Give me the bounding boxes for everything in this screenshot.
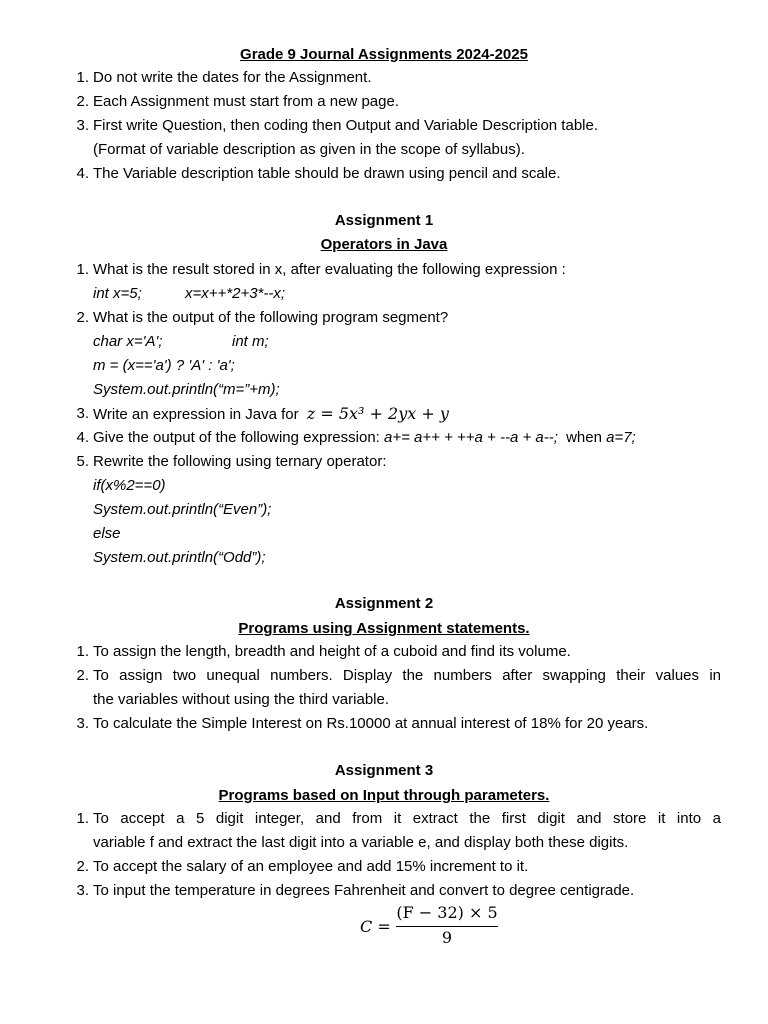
formula-numerator: (F − 32) × 5 — [396, 903, 498, 922]
code-line: char x='A'; — [93, 333, 163, 350]
question-text: To accept the salary of an employee and add 15% increment to it. — [93, 858, 529, 875]
rule-item: Each Assignment must start from a new page. — [93, 93, 399, 110]
question-text: Rewrite the following using ternary operator: — [93, 453, 387, 470]
list-number: 4. — [76, 165, 89, 182]
question-text-continuation: the variables without using the third variable. — [93, 691, 390, 708]
list-number: 1. — [76, 69, 89, 86]
question-text-part: when — [566, 429, 602, 446]
expression: a+= a++ + ++a + --a + a--; — [384, 429, 558, 446]
assignment-1-subheading: Operators in Java — [320, 236, 448, 253]
list-number: 2. — [76, 667, 89, 684]
question-text: To accept a 5 digit integer, and from it extract the first digit and store it into a — [93, 810, 721, 827]
question-text: What is the output of the following program segment? — [93, 309, 449, 326]
rule-item-continuation: (Format of variable description as given in the scope of syllabus). — [93, 141, 525, 158]
assignment-3-heading: Assignment 3 — [334, 762, 434, 779]
question-text — [93, 428, 636, 448]
question-text: To assign the length, breadth and height of a cuboid and find its volume. — [93, 643, 571, 660]
code-line: int x=5; — [93, 285, 142, 302]
question-text-part: Give the output of the following expression: — [93, 429, 380, 446]
list-number: 3. — [76, 117, 89, 134]
list-number: 3. — [76, 882, 89, 899]
rule-item: Do not write the dates for the Assignment. — [93, 69, 372, 86]
list-number: 4. — [76, 429, 89, 446]
list-number: 2. — [76, 93, 89, 110]
code-line: if(x%2==0) — [93, 477, 166, 494]
code-line: System.out.println(“Even”); — [93, 501, 272, 518]
code-line: System.out.println(“m=”+m); — [93, 381, 280, 398]
formula-denominator: 9 — [441, 928, 453, 947]
list-number: 3. — [76, 715, 89, 732]
list-number: 1. — [76, 261, 89, 278]
list-number: 1. — [76, 810, 89, 827]
rule-item: The Variable description table should be drawn using pencil and scale. — [93, 165, 561, 182]
question-text — [93, 404, 449, 425]
list-number: 3. — [76, 405, 89, 422]
list-number: 1. — [76, 643, 89, 660]
question-text: To input the temperature in degrees Fahrenheit and convert to degree centigrade. — [93, 882, 635, 899]
code-line: System.out.println(“Odd”); — [93, 549, 266, 566]
code-line: x=x++*2+3*--x; — [185, 285, 286, 302]
code-line: else — [93, 525, 121, 542]
list-number: 5. — [76, 453, 89, 470]
assignment-1-heading: Assignment 1 — [334, 212, 434, 229]
list-number: 2. — [76, 858, 89, 875]
formula-lhs: C = — [360, 917, 391, 936]
question-text-continuation: variable f and extract the last digit into a variable e, and display both these digits. — [93, 834, 629, 851]
list-number: 2. — [76, 309, 89, 326]
assignment-2-heading: Assignment 2 — [334, 595, 434, 612]
assignment-2-subheading: Programs using Assignment statements. — [238, 620, 530, 637]
fraction-bar — [396, 926, 498, 927]
question-text-part: Write an expression in Java for — [93, 406, 299, 423]
assignment-3-subheading: Programs based on Input through parameters. — [218, 787, 550, 804]
question-text: What is the result stored in x, after evaluating the following expression : — [93, 261, 566, 278]
question-text: To calculate the Simple Interest on Rs.10000 at annual interest of 18% for 20 years. — [93, 715, 649, 732]
math-expression: z = 5x³ + 2yx + y — [306, 404, 449, 423]
code-line: int m; — [232, 333, 269, 350]
expression-condition: a=7; — [606, 429, 636, 446]
question-text: To assign two unequal numbers. Display the numbers after swapping their values in — [93, 667, 721, 684]
code-line: m = (x=='a') ? 'A' : 'a'; — [93, 357, 235, 374]
rule-item: First write Question, then coding then Output and Variable Description table. — [93, 117, 598, 134]
page-title: Grade 9 Journal Assignments 2024-2025 — [240, 46, 528, 63]
